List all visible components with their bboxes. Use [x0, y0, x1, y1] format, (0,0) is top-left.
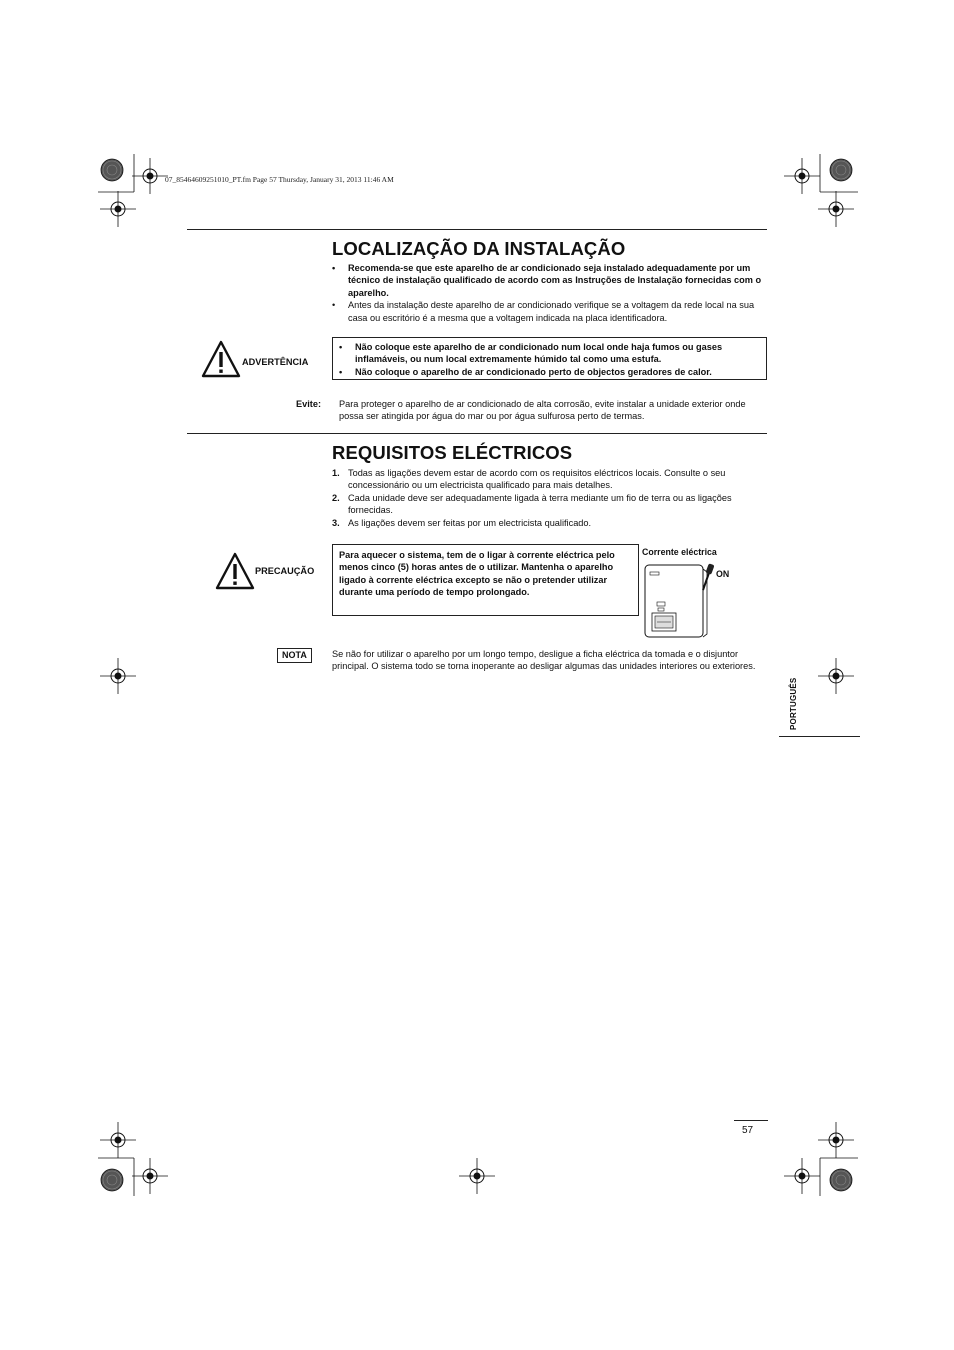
section-divider — [187, 433, 767, 434]
item-number: 2. — [332, 492, 340, 503]
item-number: 3. — [332, 517, 340, 528]
file-info-header: 07_85464609251010_PT.fm Page 57 Thursday, January 31, 2013 11:46 AM — [165, 175, 394, 184]
warning-icon — [201, 340, 241, 378]
figure-on-label: ON — [716, 569, 730, 579]
installation-bullets — [332, 262, 768, 324]
caution-box — [332, 544, 639, 616]
list-item — [332, 492, 768, 517]
item-text: Todas as ligações devem estar de acordo com os requisitos eléctricos locais. Consulte o seu concessionário ou um electricista qualificado para mais detalhes. — [348, 468, 726, 491]
page-number-rule — [734, 1120, 768, 1121]
avoid-label: Evite: — [296, 399, 322, 409]
language-tab-rule — [779, 736, 860, 737]
electrical-requirements-list — [332, 467, 768, 529]
warning-box — [332, 337, 767, 380]
note-text: Se não for utilizar o aparelho por um longo tempo, desligue a ficha eléctrica da tomada e o disjuntor principal. O sistema todo se torna inoperante ao desligar algumas das unidades interiores ou exteriores. — [332, 649, 756, 672]
item-number: 1. — [332, 468, 340, 478]
item-text: As ligações devem ser feitas por um electricista qualificado. — [348, 517, 592, 528]
caution-text: Para aquecer o sistema, tem de o ligar à corrente eléctrica pelo menos cinco (5) horas antes de o utilizar. Mantenha o aparelho ligado à corrente eléctrica excepto se não o pretender utilizar durante uma período de tempo prolongado. — [339, 550, 615, 598]
language-tab: PORTUGUÊS — [789, 677, 798, 730]
page-number: 57 — [742, 1125, 754, 1136]
warning-label: ADVERTÊNCIA — [242, 357, 309, 367]
section-title-installation: LOCALIZAÇÃO DA INSTALAÇÃO — [332, 238, 626, 259]
list-item: • Recomenda-se que este aparelho de ar condicionado seja instalado adequadamente por um técnico de instalação qualificado de acordo com as Instruções de Instalação fornecidas com o aparelho. — [332, 262, 768, 299]
section-title-electrical: REQUISITOS ELÉCTRICOS — [332, 442, 573, 463]
figure-title: Corrente eléctrica — [642, 547, 717, 557]
item-text: Cada unidade deve ser adequadamente ligada à terra mediante um fio de terra ou as ligações fornecidas. — [348, 492, 732, 516]
avoid-text: Para proteger o aparelho de ar condicionado de alta corrosão, evite instalar a unidade exterior onde possa ser atingida por água do mar ou por água sulfurosa perto de termas. — [339, 399, 746, 422]
list-item: • Antes da instalação deste aparelho de ar condicionado verifique se a voltagem da rede local na sua casa ou escritório é a mesma que a voltagem indicada na placa identificadora. — [332, 299, 768, 324]
list-item — [332, 517, 768, 529]
list-item — [332, 467, 768, 492]
caution-label: PRECAUÇÃO — [255, 566, 315, 576]
section-divider — [187, 229, 767, 230]
warning-item: • Não coloque este aparelho de ar condicionado num local onde haja fumos ou gases inflamáveis, ou num local extremamente húmido tal como uma estufa. — [339, 341, 760, 366]
warning-item: • Não coloque o aparelho de ar condicionado perto de objectos geradores de calor. — [339, 366, 760, 378]
caution-icon — [215, 552, 255, 590]
breaker-switch-illustration — [640, 560, 715, 640]
note-badge: NOTA — [277, 648, 312, 663]
